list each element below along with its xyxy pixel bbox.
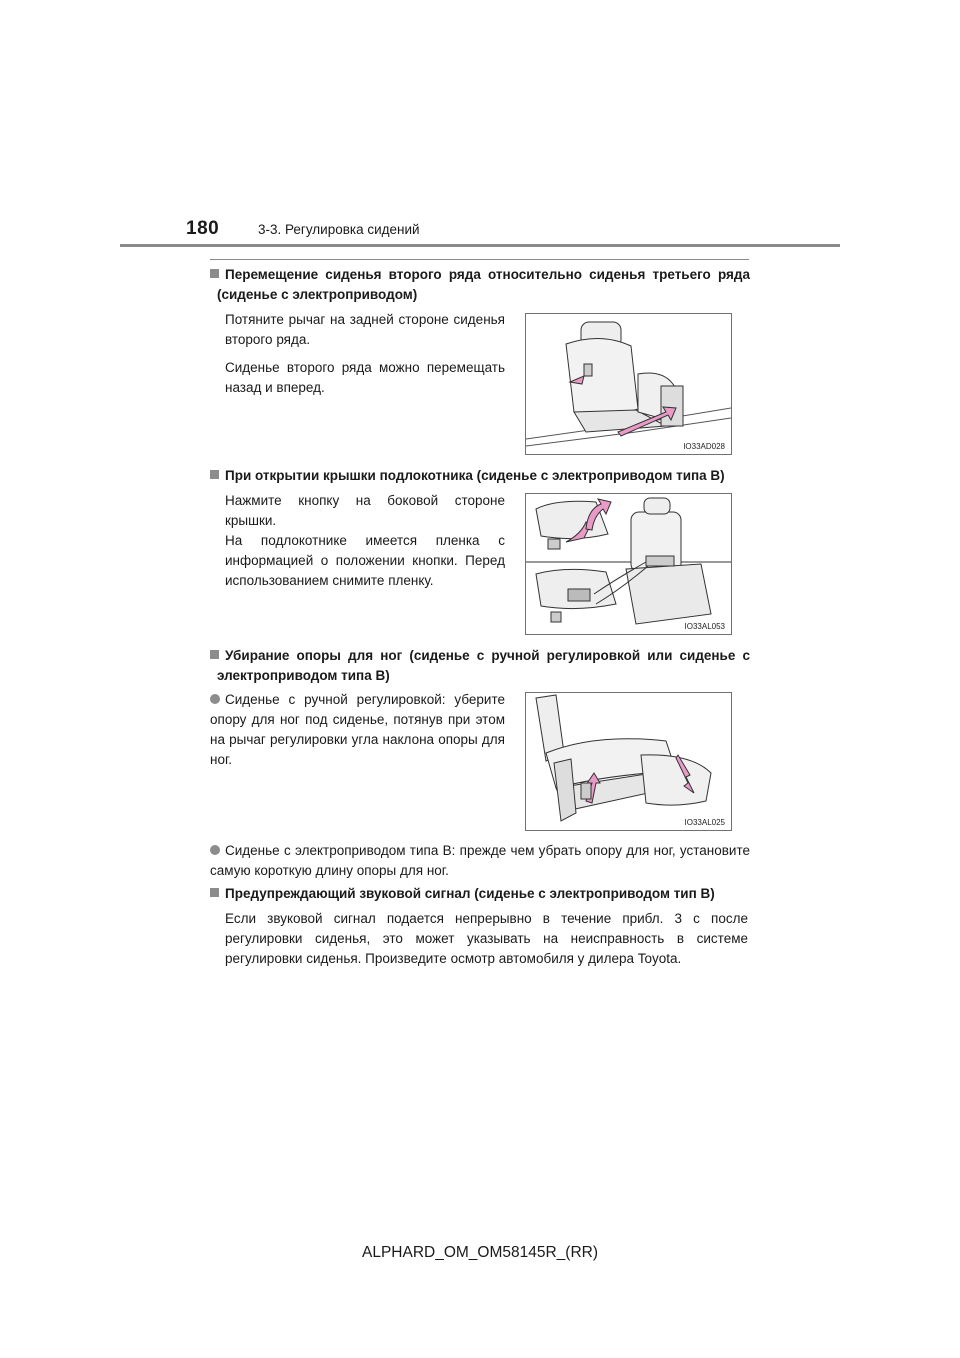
paragraph-block (225, 909, 748, 969)
paragraph: На подлокотнике имеется пленка с информацией о положении кнопки. Перед использованием снимите пленку. (225, 533, 505, 588)
seat-slide-illustration (526, 314, 731, 454)
paragraph: Нажмите кнопку на боковой стороне крышки. (225, 493, 505, 528)
heading-move-seat (210, 265, 750, 305)
heading-text-cont: (сиденье с электроприводом) (217, 287, 418, 302)
heading-footrest (210, 646, 750, 686)
square-bullet-icon (210, 269, 219, 278)
bullet-text: Сиденье с ручной регулировкой: уберите опору для ног под сиденье, потянув при этом на рычаг регулировки угла наклона опоры для ног. (210, 692, 505, 767)
figure-armrest (525, 493, 732, 635)
paragraph-block (225, 310, 505, 398)
figure-footrest (525, 692, 732, 831)
figure-seat-slide (525, 313, 732, 455)
heading-text-cont: электроприводом типа B) (217, 668, 390, 683)
bullet-text: Сиденье с электроприводом типа B: прежде чем убрать опору для ног, установите самую короткую длину опоры для ног. (210, 843, 750, 878)
heading-text: Предупреждающий звуковой сигнал (сиденье с электроприводом тип B) (225, 886, 715, 901)
heading-text: Убирание опоры для ног (сиденье с ручной регулировкой или сиденье с (225, 648, 750, 663)
bullet-item (210, 690, 505, 770)
armrest-illustration (526, 494, 731, 634)
paragraph: Если звуковой сигнал подается непрерывно в течение прибл. 3 с после регулировки сиденья, это может указывать на неисправность в системе регулировки сиденья. Произведите осмотр автомобиля у дилера Toyota. (225, 911, 748, 966)
header-divider (120, 244, 840, 247)
figure-code: IO33AL053 (684, 622, 725, 631)
heading-text: Перемещение сиденья второго ряда относительно сиденья третьего ряда (225, 267, 750, 282)
document-id: ALPHARD_OM_OM58145R_(RR) (361, 1244, 599, 1261)
paragraph: Сиденье второго ряда можно перемещать назад и вперед. (225, 360, 505, 395)
figure-code: IO33AD028 (683, 442, 725, 451)
square-bullet-icon (210, 470, 219, 479)
heading-buzzer (210, 884, 750, 904)
round-bullet-icon (210, 845, 220, 855)
heading-text: При открытии крышки подлокотника (сиденье с электроприводом типа B) (225, 468, 725, 483)
page-number: 180 (186, 218, 220, 239)
content-divider (210, 259, 749, 260)
paragraph: Потяните рычаг на задней стороне сиденья второго ряда. (225, 312, 505, 347)
footrest-illustration (526, 693, 731, 830)
heading-armrest (210, 466, 750, 486)
bullet-item (210, 841, 750, 881)
paragraph-block (225, 491, 505, 591)
figure-code: IO33AL025 (684, 818, 725, 827)
section-title: 3-3. Регулировка сидений (258, 222, 420, 237)
round-bullet-icon (210, 694, 220, 704)
square-bullet-icon (210, 888, 219, 897)
square-bullet-icon (210, 650, 219, 659)
